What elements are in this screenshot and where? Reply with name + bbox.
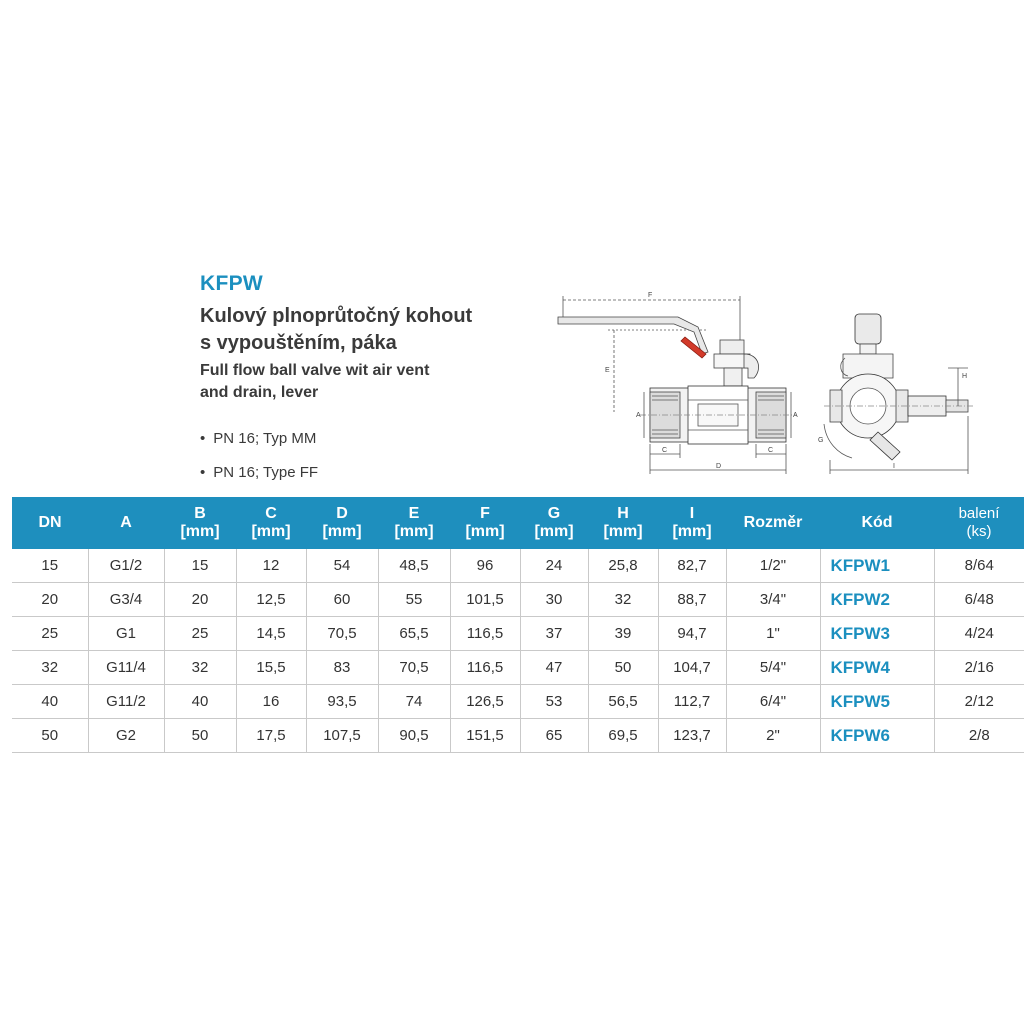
column-header bbox=[164, 497, 236, 549]
table-cell: 40 bbox=[12, 685, 88, 719]
table-cell: 2/12 bbox=[934, 685, 1024, 719]
column-header bbox=[378, 497, 450, 549]
column-header bbox=[88, 497, 164, 549]
column-header bbox=[820, 497, 934, 549]
product-code: KFPW bbox=[200, 272, 264, 295]
table-cell: 1/2" bbox=[726, 549, 820, 583]
column-header-unit: [mm] bbox=[322, 523, 362, 540]
table-cell: 32 bbox=[588, 583, 658, 617]
table-row bbox=[12, 583, 1024, 617]
table-cell: 12,5 bbox=[236, 583, 306, 617]
table-cell: 25,8 bbox=[588, 549, 658, 583]
table-cell: 74 bbox=[378, 685, 450, 719]
product-title-cz-line2: s vypouštěním, páka bbox=[200, 332, 397, 354]
table-cell: 20 bbox=[12, 583, 88, 617]
table-cell: 116,5 bbox=[450, 651, 520, 685]
dim-label-c: C bbox=[768, 447, 774, 454]
column-header bbox=[12, 497, 88, 549]
table-cell: 15,5 bbox=[236, 651, 306, 685]
column-header-label: H bbox=[617, 505, 629, 522]
table-cell: 25 bbox=[12, 617, 88, 651]
column-header-label: Kód bbox=[861, 514, 893, 531]
table-cell: 30 bbox=[520, 583, 588, 617]
table-cell: 2/16 bbox=[934, 651, 1024, 685]
table-cell: 83 bbox=[306, 651, 378, 685]
table-cell: 69,5 bbox=[588, 719, 658, 753]
table-row bbox=[12, 651, 1024, 685]
column-header-label: balení bbox=[958, 505, 1000, 522]
table-cell: 50 bbox=[588, 651, 658, 685]
table-cell: 39 bbox=[588, 617, 658, 651]
table-cell: 17,5 bbox=[236, 719, 306, 753]
product-title-en bbox=[200, 360, 429, 404]
table-cell: 65,5 bbox=[378, 617, 450, 651]
product-title-en-line1: Full flow ball valve wit air vent bbox=[200, 362, 430, 379]
table-cell: 101,5 bbox=[450, 583, 520, 617]
column-header-unit: [mm] bbox=[180, 523, 220, 540]
dim-label-i: I bbox=[893, 463, 895, 470]
column-header bbox=[934, 497, 1024, 549]
table-cell: 40 bbox=[164, 685, 236, 719]
table-cell: G1/2 bbox=[88, 549, 164, 583]
table-cell: 151,5 bbox=[450, 719, 520, 753]
table-row bbox=[12, 549, 1024, 583]
table-row bbox=[12, 617, 1024, 651]
table-cell: 8/64 bbox=[934, 549, 1024, 583]
column-header bbox=[658, 497, 726, 549]
product-code-cell: KFPW6 bbox=[820, 719, 934, 753]
column-header-label: A bbox=[120, 514, 132, 531]
column-header-label: F bbox=[480, 505, 490, 522]
column-header-unit: [mm] bbox=[465, 523, 505, 540]
dim-label-d: D bbox=[716, 463, 722, 470]
column-header bbox=[450, 497, 520, 549]
table-cell: G2 bbox=[88, 719, 164, 753]
table-cell: 6/48 bbox=[934, 583, 1024, 617]
table-cell: 6/4" bbox=[726, 685, 820, 719]
table-cell: 15 bbox=[12, 549, 88, 583]
table-cell: 65 bbox=[520, 719, 588, 753]
table-cell: 94,7 bbox=[658, 617, 726, 651]
column-header-unit: [mm] bbox=[534, 523, 574, 540]
table-cell: 47 bbox=[520, 651, 588, 685]
table-cell: 3/4" bbox=[726, 583, 820, 617]
column-header bbox=[520, 497, 588, 549]
spec-bullet-text: PN 16; Type FF bbox=[213, 464, 319, 481]
dim-label-h: H bbox=[962, 373, 968, 380]
table-row bbox=[12, 685, 1024, 719]
column-header-label: C bbox=[265, 505, 277, 522]
column-header-unit: [mm] bbox=[603, 523, 643, 540]
table-cell: 32 bbox=[164, 651, 236, 685]
spec-bullet-text: PN 16; Typ MM bbox=[213, 430, 317, 447]
table-cell: 126,5 bbox=[450, 685, 520, 719]
product-code-cell: KFPW4 bbox=[820, 651, 934, 685]
dim-label-g: G bbox=[818, 437, 824, 444]
valve-side-view bbox=[558, 296, 796, 474]
table-cell: 107,5 bbox=[306, 719, 378, 753]
product-title-cz-line1: Kulový plnoprůtočný kohout bbox=[200, 305, 473, 327]
table-cell: 15 bbox=[164, 549, 236, 583]
column-header-unit: [mm] bbox=[672, 523, 712, 540]
dim-label-e: E bbox=[605, 367, 610, 374]
table-cell: G11/4 bbox=[88, 651, 164, 685]
table-cell: 37 bbox=[520, 617, 588, 651]
product-code-cell: KFPW2 bbox=[820, 583, 934, 617]
table-cell: 55 bbox=[378, 583, 450, 617]
table-cell: 53 bbox=[520, 685, 588, 719]
table-cell: 2" bbox=[726, 719, 820, 753]
column-header-label: I bbox=[689, 505, 695, 522]
table-cell: 90,5 bbox=[378, 719, 450, 753]
table-cell: 24 bbox=[520, 549, 588, 583]
table-cell: 104,7 bbox=[658, 651, 726, 685]
table-cell: 25 bbox=[164, 617, 236, 651]
table-cell: 54 bbox=[306, 549, 378, 583]
table-cell: 32 bbox=[12, 651, 88, 685]
product-code-cell: KFPW3 bbox=[820, 617, 934, 651]
column-header bbox=[306, 497, 378, 549]
product-title-en-line2: and drain, lever bbox=[200, 384, 319, 401]
dim-label-a: A bbox=[793, 412, 798, 419]
bullet-dot-icon: • bbox=[200, 464, 206, 481]
spec-bullet bbox=[200, 464, 318, 481]
column-header-label: B bbox=[194, 505, 206, 522]
table-cell: 16 bbox=[236, 685, 306, 719]
spec-table bbox=[12, 497, 1024, 753]
column-header bbox=[588, 497, 658, 549]
table-cell: 5/4" bbox=[726, 651, 820, 685]
table-header-row bbox=[12, 497, 1024, 549]
table-cell: 93,5 bbox=[306, 685, 378, 719]
table-cell: 4/24 bbox=[934, 617, 1024, 651]
column-header-label: DN bbox=[38, 514, 62, 531]
table-cell: 1" bbox=[726, 617, 820, 651]
product-code-cell: KFPW5 bbox=[820, 685, 934, 719]
valve-technical-drawing bbox=[548, 282, 974, 482]
table-cell: G1 bbox=[88, 617, 164, 651]
table-row bbox=[12, 719, 1024, 753]
valve-front-view bbox=[824, 314, 974, 474]
table-cell: G3/4 bbox=[88, 583, 164, 617]
table-cell: 112,7 bbox=[658, 685, 726, 719]
table-cell: 60 bbox=[306, 583, 378, 617]
column-header-unit: [mm] bbox=[251, 523, 291, 540]
column-header bbox=[236, 497, 306, 549]
table-cell: 20 bbox=[164, 583, 236, 617]
bullet-dot-icon: • bbox=[200, 430, 206, 447]
table-cell: 12 bbox=[236, 549, 306, 583]
product-title-cz bbox=[200, 303, 580, 357]
column-header-label: Rozměr bbox=[743, 514, 803, 531]
dim-label-c: C bbox=[662, 447, 668, 454]
dim-label-f: F bbox=[648, 292, 653, 299]
column-header-label: D bbox=[336, 505, 348, 522]
column-header-unit: [mm] bbox=[394, 523, 434, 540]
table-cell: 123,7 bbox=[658, 719, 726, 753]
table-cell: G11/2 bbox=[88, 685, 164, 719]
product-code-cell: KFPW1 bbox=[820, 549, 934, 583]
dim-label-a: A bbox=[636, 412, 641, 419]
table-body bbox=[12, 549, 1024, 753]
table-cell: 70,5 bbox=[378, 651, 450, 685]
table-cell: 50 bbox=[12, 719, 88, 753]
table-cell: 116,5 bbox=[450, 617, 520, 651]
column-header-unit: (ks) bbox=[966, 523, 992, 540]
table-cell: 14,5 bbox=[236, 617, 306, 651]
table-cell: 48,5 bbox=[378, 549, 450, 583]
column-header bbox=[726, 497, 820, 549]
table-cell: 50 bbox=[164, 719, 236, 753]
table-cell: 70,5 bbox=[306, 617, 378, 651]
product-header bbox=[0, 0, 1024, 500]
table-cell: 56,5 bbox=[588, 685, 658, 719]
spec-bullet bbox=[200, 430, 316, 447]
table-cell: 88,7 bbox=[658, 583, 726, 617]
table-cell: 2/8 bbox=[934, 719, 1024, 753]
column-header-label: E bbox=[408, 505, 420, 522]
table-cell: 82,7 bbox=[658, 549, 726, 583]
table-cell: 96 bbox=[450, 549, 520, 583]
column-header-label: G bbox=[547, 505, 561, 522]
